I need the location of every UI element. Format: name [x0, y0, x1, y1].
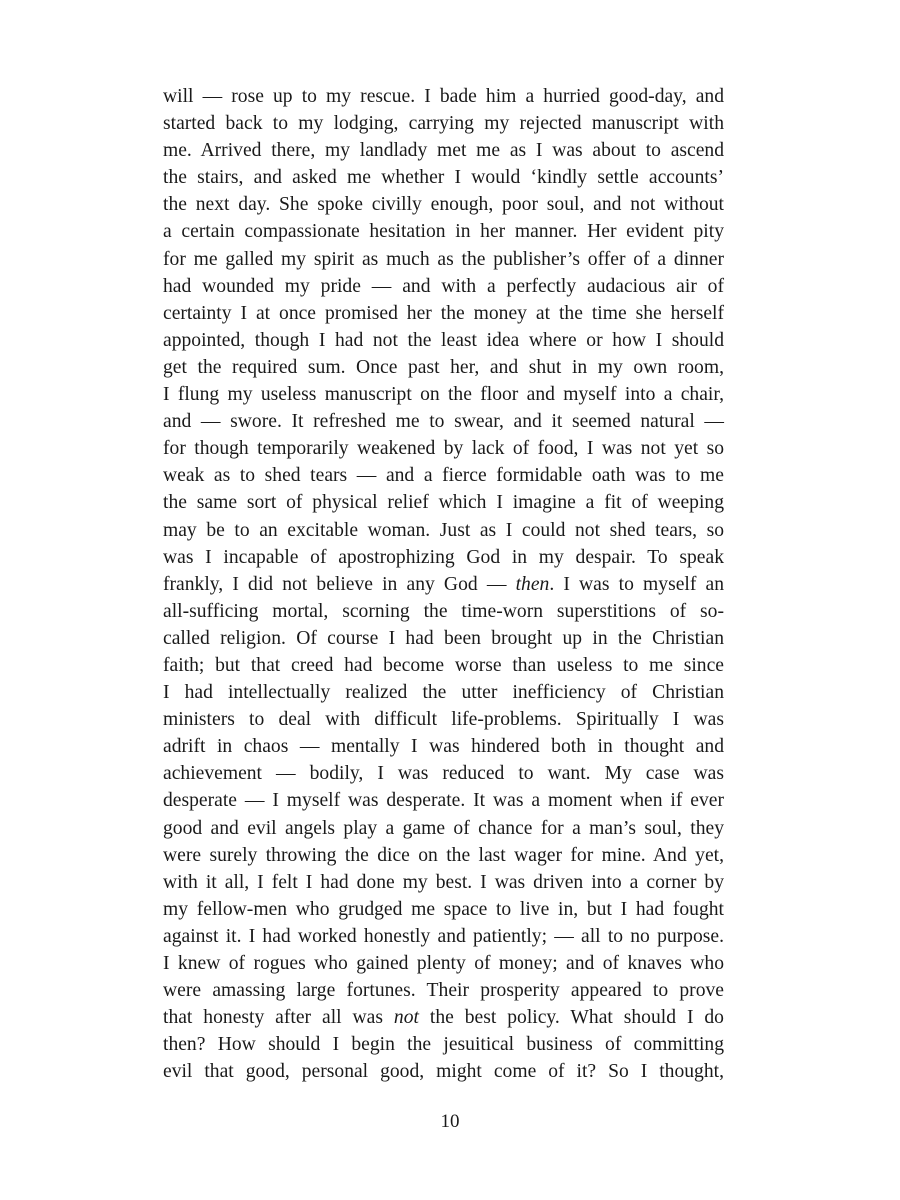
text-line	[163, 246, 724, 273]
text-segment: desperate — I myself was desperate. It was a moment when if ever	[163, 790, 724, 812]
text-segment: with it all, I felt I had done my best. I was driven into a corner by	[163, 871, 724, 893]
text-segment: faith; but that creed had become worse than useless to me since	[163, 654, 724, 676]
text-segment: for me galled my spirit as much as the publisher’s offer of a dinner	[163, 248, 724, 270]
text-line	[163, 679, 724, 706]
text-segment: good and evil angels play a game of chance for a man’s soul, they	[163, 817, 724, 839]
text-line	[163, 1004, 724, 1031]
text-line	[163, 896, 724, 923]
text-line	[163, 625, 724, 652]
text-segment: get the required sum. Once past her, and shut in my own room,	[163, 356, 724, 378]
text-segment: ministers to deal with difficult life-problems. Spiritually I was	[163, 709, 724, 731]
text-line	[163, 462, 724, 489]
text-segment: started back to my lodging, carrying my rejected manuscript with	[163, 113, 724, 135]
text-line	[163, 544, 724, 571]
text-segment: I had intellectually realized the utter inefficiency of Christian	[163, 682, 724, 704]
text-segment: the stairs, and asked me whether I would ‘kindly settle accounts’	[163, 167, 724, 189]
text-line	[163, 787, 724, 814]
text-segment: evil that good, personal good, might come of it? So I thought,	[163, 1061, 724, 1083]
text-line	[163, 760, 724, 787]
text-segment: the same sort of physical relief which I imagine a fit of weeping	[163, 492, 724, 514]
text-segment: that honesty after all was	[163, 1007, 394, 1029]
text-line	[163, 489, 724, 516]
text-line	[163, 327, 724, 354]
text-segment: certainty I at once promised her the money at the time she herself	[163, 302, 724, 324]
text-segment: I knew of rogues who gained plenty of money; and of knaves who	[163, 953, 724, 974]
text-segment: were surely throwing the dice on the last wager for mine. And yet,	[163, 844, 724, 866]
text-line	[163, 381, 724, 408]
text-line	[163, 218, 724, 245]
text-line	[163, 164, 724, 191]
text-line	[163, 598, 724, 625]
text-segment: my fellow-men who grudged me space to live in, but I had fought	[163, 898, 724, 920]
text-line	[163, 571, 724, 598]
text-line	[163, 923, 724, 950]
italic-text: not	[393, 1007, 419, 1029]
text-segment: a certain compassionate hesitation in her manner. Her evident pity	[163, 221, 724, 243]
text-segment: . I was to myself an	[549, 573, 725, 595]
text-segment: were amassing large fortunes. Their prosperity appeared to prove	[163, 980, 724, 1002]
text-segment: frankly, I did not believe in any God —	[163, 573, 516, 595]
text-segment: was I incapable of apostrophizing God in my despair. To speak	[163, 546, 724, 568]
italic-text: then	[515, 573, 550, 595]
text-line	[163, 733, 724, 760]
text-line	[163, 1058, 724, 1085]
text-line	[163, 815, 724, 842]
text-line	[163, 950, 724, 977]
text-line	[163, 652, 724, 679]
text-line	[163, 706, 724, 733]
text-segment: for though temporarily weakened by lack of food, I was not yet so	[163, 438, 725, 460]
text-segment: called religion. Of course I had been brought up in the Christian	[163, 627, 724, 649]
body-text	[163, 83, 724, 1085]
text-line	[163, 83, 724, 110]
text-line	[163, 517, 724, 544]
text-segment: weak as to shed tears — and a fierce formidable oath was to me	[163, 465, 724, 487]
text-line	[163, 842, 724, 869]
text-line	[163, 110, 724, 137]
text-line	[163, 435, 724, 462]
text-segment: me. Arrived there, my landlady met me as I was about to ascend	[163, 140, 724, 162]
text-line	[163, 1031, 724, 1058]
text-line	[163, 354, 724, 381]
text-line	[163, 869, 724, 896]
text-line	[163, 977, 724, 1004]
text-line	[163, 191, 724, 218]
text-line	[163, 408, 724, 435]
text-segment: the next day. She spoke civilly enough, poor soul, and not without	[163, 194, 724, 216]
text-line	[163, 137, 724, 164]
text-segment: I flung my useless manuscript on the floor and myself into a chair,	[163, 384, 724, 406]
text-line	[163, 300, 724, 327]
text-segment: the best policy. What should I do	[418, 1007, 724, 1029]
text-segment: may be to an excitable woman. Just as I could not shed tears, so	[163, 519, 725, 541]
text-line	[163, 273, 724, 300]
text-segment: adrift in chaos — mentally I was hindered both in thought and	[163, 736, 724, 758]
text-segment: then? How should I begin the jesuitical business of committing	[163, 1034, 724, 1056]
text-segment: had wounded my pride — and with a perfectly audacious air of	[163, 275, 724, 297]
text-segment: achievement — bodily, I was reduced to want. My case was	[163, 763, 724, 785]
text-segment: against it. I had worked honestly and patiently; — all to no purpose.	[163, 925, 724, 947]
text-segment: and — swore. It refreshed me to swear, and it seemed natural —	[163, 411, 724, 433]
text-segment: will — rose up to my rescue. I bade him a hurried good-day, and	[163, 86, 724, 107]
text-segment: appointed, though I had not the least idea where or how I should	[163, 329, 724, 351]
text-segment: all-sufficing mortal, scorning the time-worn superstitions of so-	[163, 600, 724, 622]
page-number: 10	[440, 1111, 460, 1132]
